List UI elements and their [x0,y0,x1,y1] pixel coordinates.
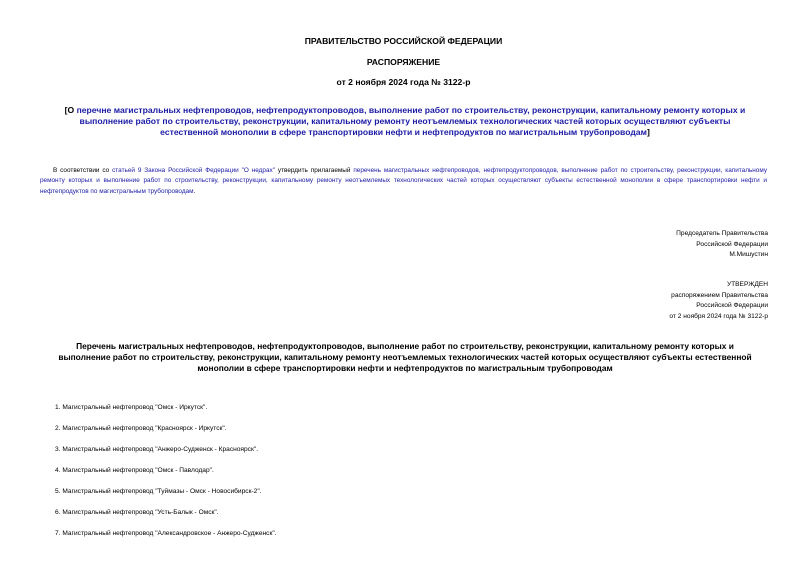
signature-position: Председатель Правительства [676,230,768,237]
list-item: 7. Магистральный нефтепровод "Александровское - Анжеро-Судженск". [55,530,277,537]
approval-date-number: от 2 ноября 2024 года № 3122-р [669,312,768,320]
law-link[interactable]: статьей 9 Закона Российской Федерации "О недрах" [112,167,275,174]
approval-block [669,280,768,322]
title-bracket-close: ] [646,127,650,138]
government-heading: ПРАВИТЕЛЬСТВО РОССИЙСКОЙ ФЕДЕРАЦИИ [304,36,503,46]
signature-name: М.Мишустин [729,251,768,258]
document-date-number: от 2 ноября 2024 года № 3122-р [336,77,471,87]
approval-authority: распоряжением Правительства [671,291,768,299]
document-title [52,105,758,139]
list-title: Перечень магистральных нефтепроводов, нефтепродуктопроводов, выполнение работ по строительству, реконструкции, капитальному ремонту которых и выполнение работ по строительству, реконструкции, капитальному ремонту неотъемлемых технологических частей которых осуществляют субъекты естественной монополии в сфере транспортировки нефти и нефтепродуктов по магистральным трубопроводам [58,341,752,374]
list-item: 1. Магистральный нефтепровод "Омск - Иркутск". [55,404,208,411]
paragraph-prefix: В соответствии со [53,167,113,174]
signature-country: Российской Федерации [696,240,768,248]
list-item: 5. Магистральный нефтепровод "Туймазы - Омск - Новосибирск-2". [55,488,262,495]
paragraph-suffix: . [193,187,196,195]
decree-paragraph [40,166,767,197]
title-link[interactable]: перечне магистральных нефтепроводов, нефтепродуктопроводов, выполнение работ по строительству, реконструкции, капитальному ремонту которых и выполнение работ по строительству, реконструкции, капитальному ремонту неотъемлемых технологических частей которых осуществляют субъекты естественной монополии в сфере транспортировки нефти и нефтепродуктов по магистральным трубопроводам [76,105,746,138]
approval-country: Российской Федерации [696,302,768,309]
pipeline-list [55,403,277,550]
paragraph-middle: утвердить прилагаемый [274,167,354,174]
approval-status: УТВЕРЖДЕН [726,281,768,288]
document-type-heading: РАСПОРЯЖЕНИЕ [366,57,441,67]
list-item: 2. Магистральный нефтепровод "Красноярск - Иркутск". [55,425,227,432]
pipeline-list-link[interactable]: перечень магистральных нефтепроводов, нефтепродуктопроводов, выполнение работ по строительству, реконструкции, капитальному ремонту которых и выполнение работ по строительству, реконструкции, капитальному ремонту неотъемлемых технологических частей которых осуществляют субъекты естественной монополии в сфере транспортировки нефти и нефтепродуктов по магистральным трубопроводам [40,167,768,195]
list-item: 6. Магистральный нефтепровод "Усть-Балык - Омск". [55,509,219,516]
signature-block [676,229,768,261]
title-bracket-open: [О [64,105,77,115]
list-item: 4. Магистральный нефтепровод "Омск - Павлодар". [55,467,214,474]
list-item: 3. Магистральный нефтепровод "Анжеро-Судженск - Красноярск". [55,446,259,453]
